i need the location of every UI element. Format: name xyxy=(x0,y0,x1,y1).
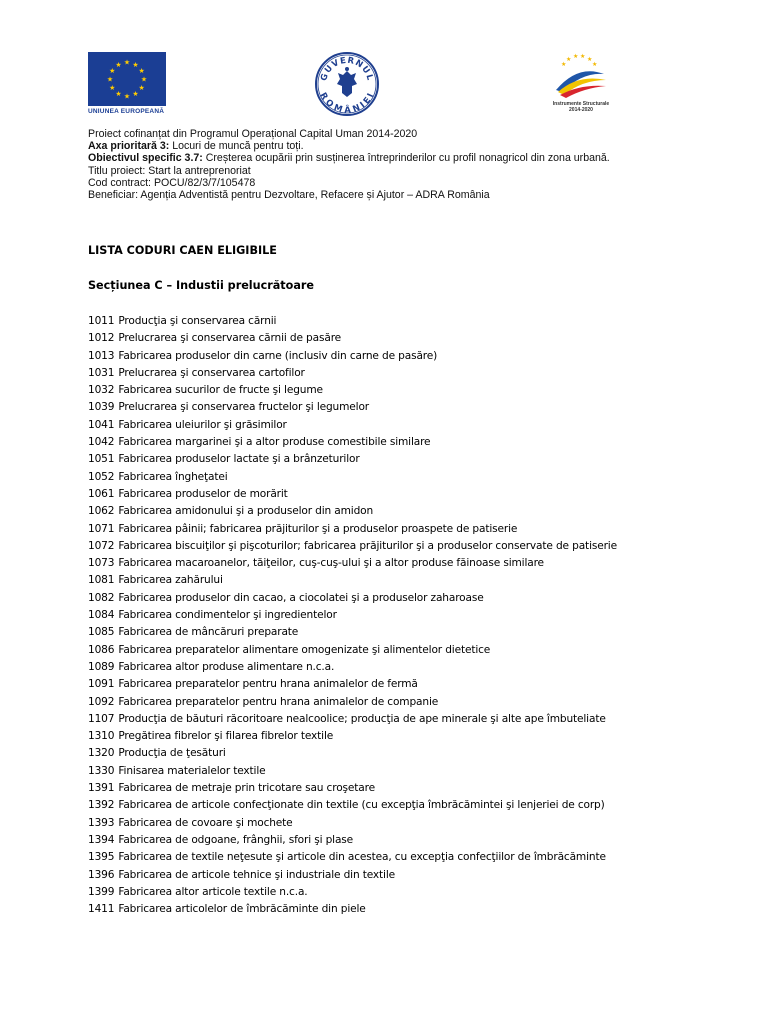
caen-list-item xyxy=(88,399,748,416)
header-titlu: Titlu proiect: Start la antreprenoriat xyxy=(88,164,251,177)
government-seal-icon xyxy=(314,51,380,117)
caen-list-item xyxy=(88,469,748,486)
caen-code: 1039 xyxy=(88,401,115,414)
eu-star-icon: ★ xyxy=(115,60,122,69)
eu-star-icon: ★ xyxy=(123,58,131,67)
caen-code: 1392 xyxy=(88,799,115,812)
caen-code: 1107 xyxy=(88,712,115,725)
caen-list-item xyxy=(88,434,748,451)
caen-code: 1071 xyxy=(88,522,115,535)
section-title: Secțiunea C – Industii prelucrătoare xyxy=(88,279,314,292)
caen-code: 1391 xyxy=(88,782,115,795)
caen-label: Fabricarea de metraje prin tricotare sau croşetare xyxy=(118,782,375,795)
caen-label: Fabricarea macaroanelor, tăiţeilor, cuş-cuş-ului şi a altor produse făinoase similare xyxy=(118,557,544,570)
svg-text:★: ★ xyxy=(561,61,567,68)
svg-text:★: ★ xyxy=(573,53,579,60)
svg-text:★: ★ xyxy=(587,56,593,63)
caen-label: Fabricarea de covoare şi mochete xyxy=(118,816,293,829)
caen-code: 1085 xyxy=(88,626,115,639)
caen-code: 1031 xyxy=(88,366,115,379)
caen-label: Fabricarea produselor din carne (inclusiv din carne de pasăre) xyxy=(118,349,438,362)
svg-text:★: ★ xyxy=(592,61,598,68)
header-beneficiar: Beneficiar: Agenția Adventistă pentru Dezvoltare, Refacere și Ajutor – ADRA România xyxy=(88,189,490,202)
eu-star-icon: ★ xyxy=(138,84,145,92)
caen-code: 1062 xyxy=(88,505,115,518)
caen-label: Fabricarea amidonului şi a produselor din amidon xyxy=(118,505,374,518)
caen-label: Fabricarea pâinii; fabricarea prăjiturilor şi a produselor proaspete de patiserie xyxy=(118,522,518,535)
eu-star-icon: ★ xyxy=(132,60,139,69)
document-title: LISTA CODURI CAEN ELIGIBILE xyxy=(88,244,277,257)
caen-code: 1086 xyxy=(88,643,115,656)
caen-code-list xyxy=(88,313,748,918)
eu-star-icon: ★ xyxy=(115,90,122,99)
caen-code: 1330 xyxy=(88,764,115,777)
caen-list-item xyxy=(88,694,748,711)
caen-code: 1073 xyxy=(88,557,115,570)
caen-list-item xyxy=(88,815,748,832)
caen-label: Fabricarea condimentelor şi ingredientelor xyxy=(118,609,337,622)
eu-star-icon: ★ xyxy=(132,90,139,99)
caen-label: Fabricarea produselor de morărit xyxy=(118,487,288,500)
caen-list-item xyxy=(88,417,748,434)
caen-list-item xyxy=(88,538,748,555)
structural-instruments-icon xyxy=(548,52,612,102)
eu-logo-label: UNIUNEA EUROPEANĂ xyxy=(88,108,165,115)
structural-instruments-label xyxy=(546,101,616,113)
eu-star-icon: ★ xyxy=(123,92,131,101)
caen-label: Fabricarea produselor din cacao, a ciocolatei şi a produselor zaharoase xyxy=(118,591,484,604)
caen-list-item xyxy=(88,728,748,745)
logo-bar xyxy=(0,0,768,125)
caen-list-item xyxy=(88,486,748,503)
caen-label: Fabricarea altor produse alimentare n.c.a. xyxy=(118,660,335,673)
caen-label: Prelucrarea şi conservarea fructelor şi legumelor xyxy=(118,401,369,414)
caen-list-item xyxy=(88,451,748,468)
caen-label: Fabricarea preparatelor pentru hrana animalelor de fermă xyxy=(118,678,418,691)
header-axa-value: Locuri de muncă pentru toți. xyxy=(169,140,304,153)
caen-list-item xyxy=(88,521,748,538)
caen-code: 1084 xyxy=(88,609,115,622)
caen-label: Fabricarea altor articole textile n.c.a. xyxy=(118,885,308,898)
caen-list-item xyxy=(88,642,748,659)
caen-label: Fabricarea uleiurilor şi grăsimilor xyxy=(118,418,287,431)
header-axa-label: Axa prioritară 3: xyxy=(88,140,170,153)
caen-label: Fabricarea de articole tehnice şi industriale din textile xyxy=(118,868,395,881)
caen-label: Fabricarea îngheţatei xyxy=(118,470,228,483)
caen-list-item xyxy=(88,867,748,884)
project-header xyxy=(88,128,728,201)
caen-code: 1411 xyxy=(88,903,115,916)
caen-code: 1395 xyxy=(88,851,115,864)
eu-flag-icon xyxy=(88,52,166,106)
caen-label: Fabricarea biscuiţilor şi pişcoturilor; fabricarea prăjiturilor şi a produselor conservate de patiserie xyxy=(118,539,617,552)
header-obiectiv-label: Obiectivul specific 3.7: xyxy=(88,152,203,165)
gov-seal-top-text: GUVERNUL xyxy=(319,55,375,83)
caen-label: Prelucrarea şi conservarea cartofilor xyxy=(118,366,305,379)
caen-code: 1320 xyxy=(88,747,115,760)
caen-label: Fabricarea de odgoane, frânghii, sfori şi plase xyxy=(118,833,354,846)
eu-logo xyxy=(88,52,168,114)
caen-code: 1092 xyxy=(88,695,115,708)
caen-list-item xyxy=(88,382,748,399)
caen-list-item xyxy=(88,901,748,918)
header-obiectiv xyxy=(88,152,728,164)
caen-code: 1399 xyxy=(88,885,115,898)
caen-label: Fabricarea sucurilor de fructe şi legume xyxy=(118,384,323,397)
caen-label: Producţia de ţesături xyxy=(118,747,226,760)
caen-code: 1052 xyxy=(88,470,115,483)
caen-code: 1012 xyxy=(88,332,115,345)
caen-label: Fabricarea preparatelor alimentare omogenizate şi alimentelor dietetice xyxy=(118,643,491,656)
svg-text:★: ★ xyxy=(580,53,586,60)
caen-code: 1393 xyxy=(88,816,115,829)
caen-code: 1396 xyxy=(88,868,115,881)
caen-code: 1089 xyxy=(88,660,115,673)
caen-label: Fabricarea margarinei şi a altor produse comestibile similare xyxy=(118,436,431,449)
caen-list-item xyxy=(88,330,748,347)
is-label-line1: Instrumente Structurale xyxy=(552,101,610,107)
caen-list-item xyxy=(88,503,748,520)
caen-code: 1013 xyxy=(88,349,115,362)
caen-label: Producţia şi conservarea cărnii xyxy=(118,315,277,327)
header-program: Proiect cofinanțat din Programul Operațional Capital Uman 2014-2020 xyxy=(88,128,418,140)
is-label-line2: 2014-2020 xyxy=(569,107,593,113)
caen-label: Fabricarea produselor lactate şi a brânzeturilor xyxy=(118,453,360,466)
caen-label: Fabricarea de articole confecţionate din textile (cu excepţia îmbrăcămintei şi lenjeriei de corp) xyxy=(118,799,605,812)
caen-label: Fabricarea articolelor de îmbrăcăminte din piele xyxy=(118,903,366,916)
caen-list-item xyxy=(88,572,748,589)
caen-list-item xyxy=(88,624,748,641)
caen-list-item xyxy=(88,763,748,780)
caen-code: 1011 xyxy=(88,315,115,327)
eu-star-icon: ★ xyxy=(140,75,148,84)
caen-code: 1091 xyxy=(88,678,115,691)
caen-list-item xyxy=(88,676,748,693)
caen-label: Fabricarea preparatelor pentru hrana animalelor de companie xyxy=(118,695,439,708)
caen-list-item xyxy=(88,590,748,607)
caen-list-item xyxy=(88,832,748,849)
caen-code: 1082 xyxy=(88,591,115,604)
caen-label: Fabricarea de textile neţesute şi articole din acestea, cu excepţia confecţiilor de îmbrăcăminte xyxy=(118,851,606,864)
caen-list-item xyxy=(88,711,748,728)
caen-list-item xyxy=(88,884,748,901)
eu-star-icon: ★ xyxy=(109,84,116,92)
caen-code: 1032 xyxy=(88,384,115,397)
caen-list-item xyxy=(88,797,748,814)
caen-list-item xyxy=(88,348,748,365)
caen-code: 1081 xyxy=(88,574,115,587)
caen-label: Fabricarea de mâncăruri preparate xyxy=(118,626,299,639)
header-cod: Cod contract: POCU/82/3/7/105478 xyxy=(88,176,256,189)
eu-star-icon: ★ xyxy=(106,75,114,84)
svg-text:★: ★ xyxy=(566,56,572,63)
caen-code: 1072 xyxy=(88,539,115,552)
caen-code: 1051 xyxy=(88,453,115,466)
caen-list-item xyxy=(88,849,748,866)
header-obiectiv-value: Creșterea ocupării prin susținerea întreprinderilor cu profil nonagricol din zona urbană. xyxy=(202,152,610,165)
caen-label: Fabricarea zahărului xyxy=(118,574,223,587)
caen-code: 1042 xyxy=(88,436,115,449)
caen-list-item xyxy=(88,659,748,676)
caen-list-item xyxy=(88,607,748,624)
header-axa xyxy=(88,140,728,152)
caen-label: Finisarea materialelor textile xyxy=(118,764,266,777)
gov-seal-bottom-text: ROMÂNIEI xyxy=(317,91,377,116)
eu-star-icon: ★ xyxy=(109,67,116,75)
caen-list-item xyxy=(88,745,748,762)
caen-label: Producţia de băuturi răcoritoare nealcoolice; producţia de ape minerale şi alte ape îmbuteliate xyxy=(118,712,606,725)
eu-star-icon: ★ xyxy=(138,67,145,75)
caen-code: 1394 xyxy=(88,833,115,846)
caen-list-item xyxy=(88,555,748,572)
caen-code: 1310 xyxy=(88,730,115,743)
caen-list-item xyxy=(88,365,748,382)
caen-code: 1041 xyxy=(88,418,115,431)
caen-label: Prelucrarea şi conservarea cărnii de pasăre xyxy=(118,332,342,345)
caen-code: 1061 xyxy=(88,487,115,500)
caen-list-item xyxy=(88,780,748,797)
caen-list-item xyxy=(88,313,748,330)
caen-label: Pregătirea fibrelor şi filarea fibrelor textile xyxy=(118,730,334,743)
